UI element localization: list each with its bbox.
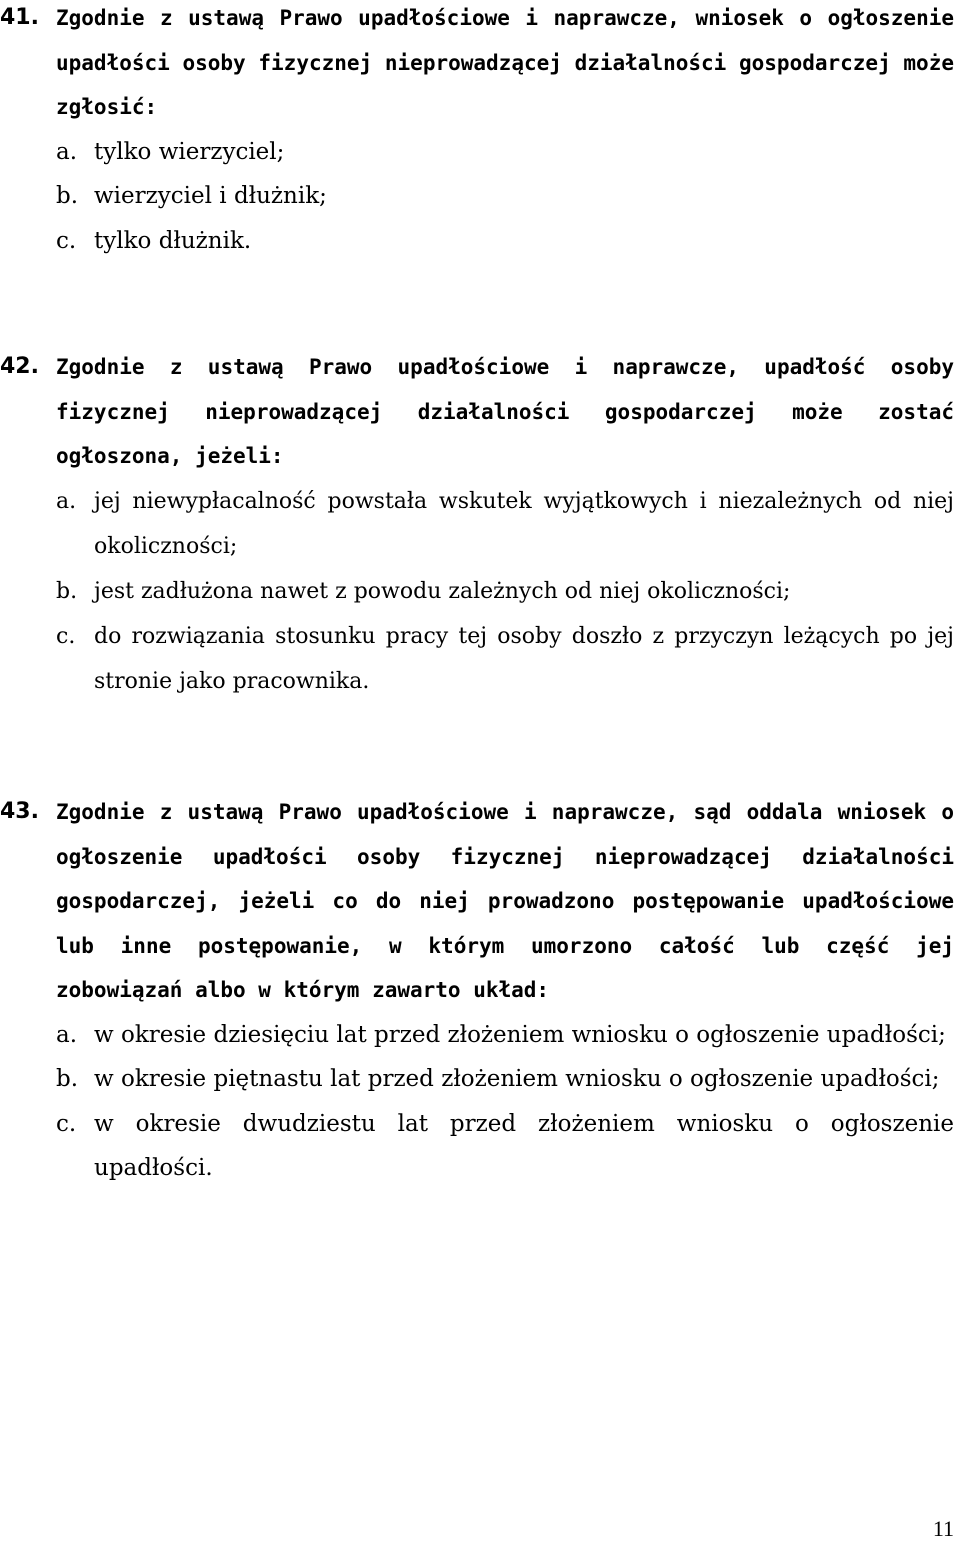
question-41-stem: Zgodnie z ustawą Prawo upadłościowe i naprawcze, wniosek o ogłoszenie upadłości osoby fizycznej nieprowadzącej działalności gospodarczej może zgłosić: [56, 6, 954, 119]
option-letter: c. [56, 227, 77, 254]
option-text: tylko dłużnik. [94, 227, 252, 254]
option-letter: a. [56, 138, 78, 165]
option-text: jej niewypłacalność powstała wskutek wyjątkowych i niezależnych od niej okoliczności; [94, 488, 954, 559]
option-letter: a. [56, 488, 77, 514]
question-43-stem: Zgodnie z ustawą Prawo upadłościowe i naprawcze, sąd oddala wniosek o ogłoszenie upadłości osoby fizycznej nieprowadzącej działalności gospodarczej, jeżeli co do niej prowadzono postępowanie upadłościowe lub inne postępowanie, w którym umorzono całość lub część jej zobowiązań albo w którym zawarto układ: [56, 800, 954, 1002]
option-text: w okresie piętnastu lat przed złożeniem wniosku o ogłoszenie upadłości; [94, 1066, 940, 1092]
question-42-options [0, 479, 960, 704]
question-42-option-b [0, 569, 960, 614]
question-43-number: 43. [0, 799, 39, 824]
option-letter: a. [56, 1021, 78, 1048]
option-letter: c. [56, 1110, 77, 1137]
question-42-option-a [0, 479, 960, 569]
question-43-header [0, 790, 960, 1013]
question-42-header [0, 345, 960, 479]
question-41-option-c [0, 219, 960, 264]
option-text: wierzyciel i dłużnik; [94, 183, 327, 209]
page-number: 11 [932, 1516, 954, 1541]
question-42-stem: Zgodnie z ustawą Prawo upadłościowe i naprawcze, upadłość osoby fizycznej nieprowadzącej działalności gospodarczej może zostać ogłoszona, jeżeli: [56, 355, 954, 468]
option-text: w okresie dziesięciu lat przed złożeniem wniosku o ogłoszenie upadłości; [94, 1021, 946, 1048]
question-43-option-a [0, 1013, 960, 1058]
question-41-options [0, 130, 960, 264]
question-43-option-c [0, 1102, 960, 1191]
question-42-option-c [0, 614, 960, 704]
option-text: jest zadłużona nawet z powodu zależnych od niej okoliczności; [94, 578, 791, 604]
option-text: do rozwiązania stosunku pracy tej osoby doszło z przyczyn leżących po jej stronie jako pracownika. [94, 623, 954, 694]
option-text: tylko wierzyciel; [94, 138, 285, 165]
option-letter: c. [56, 623, 76, 649]
option-letter: b. [56, 1066, 79, 1092]
option-letter: b. [56, 183, 79, 209]
question-41-option-b [0, 174, 960, 219]
question-41-number: 41. [0, 5, 39, 30]
question-41-header [0, 0, 960, 130]
option-letter: b. [56, 578, 78, 604]
question-43-options [0, 1013, 960, 1191]
question-43-option-b [0, 1057, 960, 1102]
question-41 [0, 0, 960, 263]
option-text: w okresie dwudziestu lat przed złożeniem wniosku o ogłoszenie upadłości. [94, 1110, 954, 1181]
question-43 [0, 790, 960, 1191]
question-42 [0, 345, 960, 704]
question-41-option-a [0, 130, 960, 175]
question-42-number: 42. [0, 354, 39, 379]
